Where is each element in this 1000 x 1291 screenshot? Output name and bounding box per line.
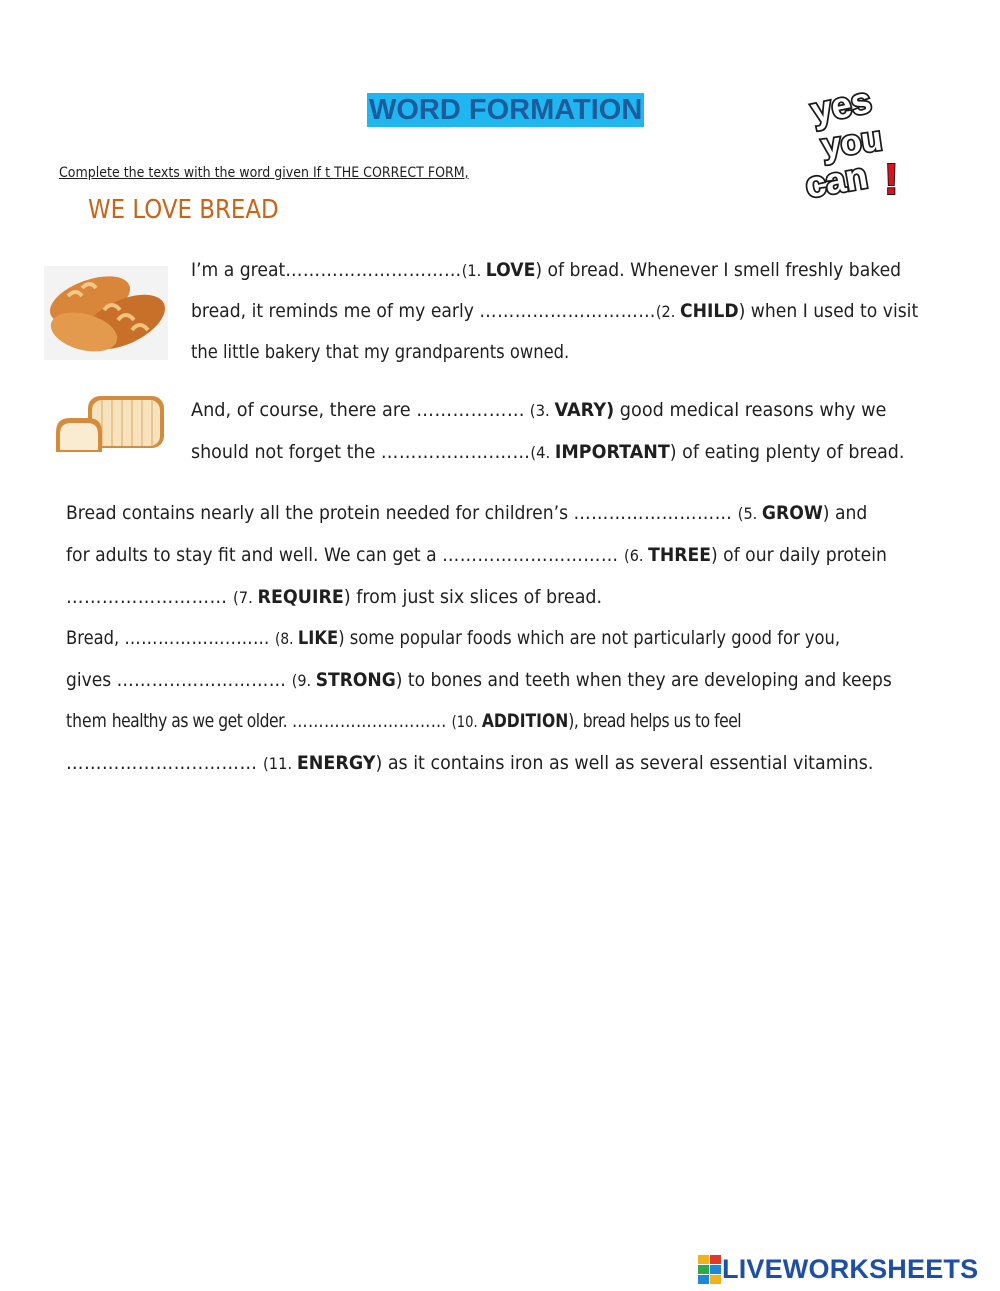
text-line-2: bread, it reminds me of my early …………………………(2. CHILD) when I used to visit <box>191 300 919 322</box>
liveworksheets-logo <box>698 1254 978 1285</box>
worksheet-title: WORD FORMATION <box>369 94 643 126</box>
text-line-1: I’m a great…………………………(1. LOVE) of bread. Whenever I smell freshly baked <box>191 259 902 281</box>
answer-blank-7[interactable]: ……………………… <box>66 586 228 608</box>
text-line-4: And, of course, there are ……………… (3. VARY) good medical reasons why we <box>191 399 887 421</box>
svg-text:yes: yes <box>807 80 875 132</box>
text-line-5: should not forget the ……………….……(4. IMPORTANT) of eating plenty of bread. <box>191 441 905 463</box>
answer-blank-10[interactable]: ……………..………… <box>292 710 447 732</box>
text-line-10: gives ………..……………… (9. STRONG) to bones and teeth when they are developing and keeps <box>66 669 892 691</box>
base-word-11: ENERGY <box>296 752 376 774</box>
base-word-7: REQUIRE <box>257 586 344 608</box>
svg-text:you: you <box>819 119 885 166</box>
base-word-9: STRONG <box>315 669 396 691</box>
text-line-6: Bread contains nearly all the protein needed for children’s ……………………… (5. GROW) and <box>66 502 868 524</box>
svg-text:!: ! <box>884 155 899 204</box>
svg-text:can: can <box>802 154 871 206</box>
base-word-1: LOVE <box>485 259 536 281</box>
answer-blank-9[interactable]: ………..……………… <box>116 669 287 691</box>
answer-blank-5[interactable]: ……………………… <box>573 502 733 524</box>
base-word-4: IMPORTANT <box>554 441 670 463</box>
text-line-3: the little bakery that my grandparents owned. <box>191 341 570 363</box>
answer-blank-6[interactable]: ………………………… <box>442 544 619 566</box>
base-word-3: VARY) <box>554 399 615 421</box>
text-line-12: …………………..……… (11. ENERGY) as it contains iron as well as several essential vitamins. <box>66 752 874 774</box>
bread-loaves-image <box>44 266 168 364</box>
section-heading: WE LOVE BREAD <box>88 195 279 225</box>
answer-blank-3[interactable]: ……………… <box>416 399 526 421</box>
text-line-7: for adults to stay fit and well. We can get a ………………………… (6. THREE) of our daily protein <box>66 544 887 566</box>
footer-brand-text: LIVEWORKSHEETS <box>722 1254 979 1284</box>
base-word-5: GROW <box>761 502 823 524</box>
instructions: Complete the texts with the word given If t THE CORRECT FORM, <box>59 165 469 181</box>
base-word-10: ADDITION <box>481 710 569 732</box>
base-word-8: LIKE <box>297 627 339 649</box>
answer-blank-8[interactable]: ………………..…… <box>124 627 270 649</box>
text-line-8: ……………………… (7. REQUIRE) from just six slices of bread. <box>66 586 603 608</box>
liveworksheets-blocks-icon <box>698 1255 722 1285</box>
answer-blank-4[interactable]: ……………….…… <box>380 441 531 463</box>
base-word-2: CHILD <box>679 300 739 322</box>
text-line-9: Bread, ………………..…… (8. LIKE) some popular foods which are not particularly good for you, <box>66 627 841 649</box>
answer-blank-2[interactable]: ………………………… <box>479 300 656 322</box>
sliced-bread-image <box>52 392 168 464</box>
base-word-6: THREE <box>648 544 711 566</box>
text-line-11: them healthy as we get older. ……………..………… (10. ADDITION), bread helps us to feel <box>66 710 742 732</box>
answer-blank-1[interactable]: ………………………… <box>285 259 462 281</box>
yes-you-can-logo <box>800 80 918 210</box>
answer-blank-11[interactable]: …………………..……… <box>66 752 258 774</box>
